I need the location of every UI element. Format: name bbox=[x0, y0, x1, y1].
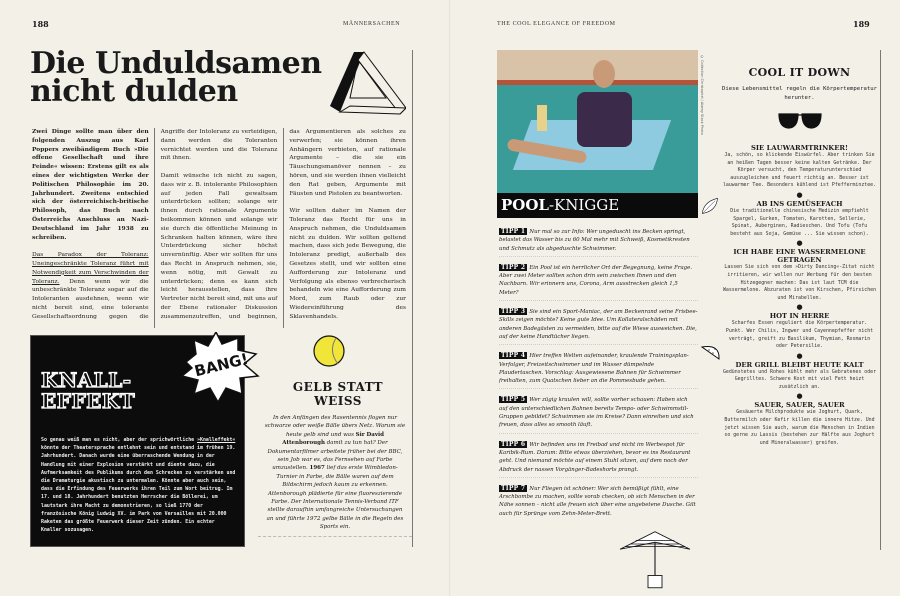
cool-title: COOL IT DOWN bbox=[748, 66, 851, 79]
penrose-triangle-icon bbox=[330, 50, 406, 116]
cool-section-title: ICH HABE EINE WASSERMELONE GETRAGEN bbox=[733, 248, 866, 265]
gelb-text bbox=[258, 414, 412, 532]
watermelon-icon bbox=[700, 344, 721, 364]
body-text: Wir sollten daher im Namen der Toleranz das Recht für uns in Anspruch nehmen, die Unduldsamen nicht zu dulden. Wir sollten geltend machen, dass sich jede Bewegung, die Intoleranz predigt, außerhalb des Gesetzes stellt, und wir sollten eine Aufforderung zur Intoleranz und Verfolgung als ebenso verbrecherisch behandeln wie eine Aufforderung zum Mord, zum Raub oder zur Wiedereinführung des Sklavenhandels. bbox=[289, 208, 406, 320]
title-line: EFFEKT bbox=[41, 389, 136, 413]
text: lief das erste Wimbledon-Turnier in Farbe, die Bälle waren auf dem Bildschirm jedoch kaum zu erkennen. Attenborough plädierte für eine fluoreszierende Farbe. Der Internationale Tennis-Verband ITF stellte daraufhin umfangreiche Untersuchungen an und führte 1972 gelbe Bälle in die Regeln des Sports ein. bbox=[266, 465, 404, 531]
cool-section-text: Lassen Sie sich von dem »Dirty Dancing«-Zitat nicht irritieren, wir wollen nur Werbung für den besten Hitzegegner machen: Das ist laut TCM die Wassermelone. Abzuraten ist von Kirschen, Pfirsichen und Mirabellen. bbox=[722, 264, 877, 301]
tipp-text: Wer zügig kraulen will, sollte vorher schauen: Haben sich auf den unterschiedlichen Bahnen bereits Tempo- oder Schwimmstil-Gruppen gebildet? Schwimmen sie im Kreise? Dann einreihen und sich freuen, dass alles so smooth läuft. bbox=[499, 397, 694, 429]
page-border-rule bbox=[412, 50, 413, 547]
cool-section-title: DER GRILL BLEIBT HEUTE KALT bbox=[735, 360, 864, 369]
gelb-title bbox=[268, 380, 408, 408]
pool-photo bbox=[497, 50, 698, 193]
tipp-text: Wir befinden uns im Freibad und nicht im Werbespot für Karibik-Rum. Darum: Bitte etwas überziehen, bevor es ins Restaurant geht. Und niemand möchte auf einem Stuhl sitzen, auf dem noch der Abdruck der nassen Vorgänger-Badeshorts prangt. bbox=[499, 441, 691, 473]
bang-bubble-icon bbox=[180, 332, 260, 404]
page-number-left: 188 bbox=[32, 19, 49, 29]
tipp-text: Hier treffen Welten aufeinander, kraulende Trainingsplan-Verfolger, Freizeitschwimmer und im Wasser dümpelnde Plaudertaschen. Vorschlag: Ausgewiesene Bahnen für Schwimmer freihalten, zum Quatschen lieber an die Pommesbude gehen. bbox=[499, 353, 689, 385]
pool-knigge-banner bbox=[497, 193, 698, 218]
knalleffekt-text bbox=[41, 436, 237, 534]
tipp-label: TIPP 2 bbox=[501, 263, 526, 271]
cool-section-text: Die traditionelle chinesische Medizin empfiehlt Spargel, Gurken, Tomaten, Karotten, Sellerie, Spinat, Auberginen, Radieschen. Und Tofu (Tofu besteht aus Soja, Gemüse ... Sie wissen schon). bbox=[730, 207, 869, 237]
text: In den Anfängen des Rasentennis flogen nur schwarze oder weiße Bälle übers Netz. Warum sie heute gelb sind und was bbox=[264, 415, 406, 438]
tipp-label: TIPP 5 bbox=[501, 396, 526, 404]
page-border-rule bbox=[880, 50, 881, 550]
tipp-label: TIPP 6 bbox=[501, 440, 526, 448]
knalleffekt-title bbox=[41, 370, 135, 412]
separator-dot: ● bbox=[796, 190, 803, 199]
title-line: nicht dulden bbox=[30, 74, 238, 109]
cool-section-text: Ja, schön, so klickende Eiswürfel. Aber trinken Sie an heißen Tagen besser keine kalten Getränke. Der Körper versucht, den Temperaturunterschied auszugleichen und feuert richtig an. Besser ist lauwarmer Tee. Besonders kühlend ist Pfefferminztee. bbox=[722, 152, 877, 189]
tipp-label: TIPP 4 bbox=[501, 352, 526, 360]
tipp-item bbox=[499, 485, 698, 521]
tipp-item bbox=[499, 441, 698, 478]
gelb-box bbox=[258, 414, 412, 537]
banner-text: POOL bbox=[501, 196, 549, 214]
cool-section-title: SIE LAUWARMTRINKER! bbox=[750, 144, 849, 152]
text: damit zu tun hat? Der Dokumentarfilmer arbeitete früher bei der BBC, sein Job war es, das Fernsehen auf Farbe umzustellen. bbox=[267, 440, 403, 472]
mint-leaf-icon bbox=[700, 196, 721, 217]
tipp-item bbox=[499, 308, 698, 345]
page-number-right: 189 bbox=[853, 19, 870, 29]
cool-sections bbox=[722, 144, 877, 447]
tennis-ball-icon bbox=[312, 334, 346, 368]
tipp-item bbox=[499, 352, 698, 389]
tipp-item bbox=[499, 264, 698, 301]
cool-section-text: Scharfes Essen reguliert die Körpertemperatur. Punkt. Wer Chilis, Ingwer und Cayennepfeffer nicht verträgt, greift zu Basilikum, Thymian, Rosmarin oder Petersilie. bbox=[725, 320, 874, 350]
separator-dot: ● bbox=[796, 392, 803, 401]
banner-text: -KNIGGE bbox=[548, 196, 620, 214]
tipp-label: TIPP 7 bbox=[501, 484, 526, 492]
page-gutter bbox=[449, 0, 451, 596]
photo-credit: © Collection Christophel / Alamy Stock Photo bbox=[700, 55, 704, 135]
cool-section-title: HOT IN HERRE bbox=[769, 312, 830, 321]
body-text: Denn wenn wir die unbeschränkte Toleranz sogar auf die Intoleranten ausdehnen, wenn wir nicht bereit sind, eine tolerante Gesellschaftsordnung gegen die Angriffe der Intoleranz zu verteidigen, dann werden die Toleranten vernichtet werden und die Toleranz mit ihnen. bbox=[32, 129, 278, 320]
separator-dot: ● bbox=[796, 351, 803, 360]
article-columns bbox=[32, 128, 406, 328]
tipp-item bbox=[499, 228, 698, 257]
cool-section-title: AB INS GEMÜSEFACH bbox=[756, 199, 843, 208]
title-line: Die Unduldsamen bbox=[30, 46, 322, 81]
tipp-text: Sie sind ein Sport-Maniac, der am Beckenrand seine Frisbee-Skills zeigen möchte? Keine gute Idee. Um Kollateralschäden mit anderen Badegästen zu vermeiden, bitte auf die Wiese ausweichen. Die, auf der keine Handtücher liegen. bbox=[499, 309, 698, 340]
article-title bbox=[30, 46, 322, 109]
title-line: GELB STATT bbox=[292, 380, 384, 394]
section-label-right: THE COOL ELEGANCE OF FREEDOM bbox=[497, 21, 616, 27]
bang-text: BANG! bbox=[192, 349, 251, 381]
sunglasses-icon bbox=[778, 112, 822, 130]
article-intro: Zwei Dinge sollte man über den folgenden Auszug aus Karl Poppers zweibändigem Buch »Die offene Gesellschaft und ihre Feinde« wissen: Erstens gilt es als eines der wichtigsten Werke der Politischen Philosophie im 20. Jahrhundert. Zweitens entschied sich der österreichisch-britische Philosoph, das Buch nach Österreichs Anschluss an Nazi-Deutschland im Jahr 1938 zu schreiben. bbox=[32, 128, 149, 241]
body-text: Damit wünsche ich nicht zu sagen, dass wir z. B. intolerante Philosophien auf jeden Fall gewaltsam unterdrücken sollten; solange wir ihnen durch rationale Argumente beikommen können und solange wir sie durch die öffentliche Meinung in Schranken halten können, wäre ihre Unterdrückung sicher höchst unvernünftig. Aber wir sollten für uns das Recht in Anspruch nehmen, sie, wenn nötig, mit Gewalt zu unterdrücken; denn es kann sich leicht herausstellen, dass ihre Vertreter nicht bereit sind, mit uns auf der Ebene rationaler Diskussion zusammenzutreffen, und beginnen, das Argumentieren als solches zu verwerfen; sie können ihren Anhängern verbieten, auf rationale Argumente – die sie ein Täuschungsmanöver nennen – zu hören, und sie werden ihnen vielleicht den Rat geben, Argumente mit Fäusten und Pistolen zu beantworten. bbox=[160, 129, 406, 320]
pull-quote: Das Paradox der Toleranz: Uneingeschränkte Toleranz führt mit Notwendigkeit zum Verschwinden der Toleranz. bbox=[32, 252, 149, 285]
tipp-text: Nur mal so zur Info: Wer ungeduscht ins Becken springt, belastet das Wasser bis zu 60 Mal mehr mit Schweiß, Kosmetikresten und Schmutz als abgeduschte Schwimmer. bbox=[499, 229, 690, 252]
text: Sir David Attenborough bbox=[282, 431, 384, 447]
tipp-text: Ein Pool ist ein herrlicher Ort der Begegnung, keine Frage. Aber zwei Meter sollten schon drin sein zwischen Ihnen und den Nachbarn. Wir erinnern uns, Corona, Arm ausstrecken gleich 1,5 Meter? bbox=[499, 264, 693, 296]
cool-it-down-column bbox=[722, 66, 877, 447]
section-label-left: MÄNNERSACHEN bbox=[343, 21, 401, 27]
cool-subtitle: Diese Lebensmittel regeln die Körpertemperatur herunter. bbox=[722, 86, 877, 101]
separator-dot: ● bbox=[796, 239, 803, 248]
tipps-list bbox=[499, 228, 698, 528]
text: könnte der Theatersprache entlehnt sein und entstand im frühen 19. Jahrhundert. Danach wurde eine überraschende Wendung in der Handlung mit einer Explosion verstärkt und diente dazu, die Aufmerksamkeit des Publikums durch den Schrecken zu verstärken und die Dramaturgie akustisch zu untermalen. Könnte aber auch sein, dass die Erfindung des Feuerwerks ihren Teil zum Wort beitrug. Im 17. und 18. Jahrhundert benutzten Herrscher die Böllerei, um lautstark ihre Macht zu demonstrieren, so ließ 1770 der französische König Ludwig XV. im Park von Versailles mit 20.000 Raketen das größte Feuerwerk dieser Zeit zünden. Ein echter Knaller sozusagen. bbox=[41, 445, 236, 534]
cool-section-text: Gedünstetes und Rohes kühlt mehr als Gebratenes oder Gegrilltes. Schwere Kost mit viel Fett heizt zusätzlich an. bbox=[722, 368, 877, 390]
title-line: WEISS bbox=[314, 394, 362, 408]
cool-section-title: SAUER, SAUER, SAUER bbox=[754, 401, 845, 410]
title-line: KNALL- bbox=[41, 368, 132, 392]
text: »Knalleffekt« bbox=[197, 437, 236, 443]
tipp-label: TIPP 3 bbox=[501, 308, 526, 316]
separator-dot: ● bbox=[796, 303, 803, 312]
beach-umbrella-icon bbox=[618, 530, 692, 593]
tipp-item bbox=[499, 396, 698, 433]
cool-section-text: Gesäuerte Milchprodukte wie Joghurt, Quark, Buttermilch oder Kefir killen die innere Hitze. Und jetzt wissen Sie auch, warum die Menschen in Indien so gerne zu Lassis (bestehen zur Hälfte aus Joghurt und Mineralwasser) greifen. bbox=[724, 409, 875, 446]
tipp-label: TIPP 1 bbox=[501, 228, 526, 235]
text: 1967 bbox=[309, 465, 325, 472]
tipp-text: Nur Fliegen ist schöner: Wer sich bemüßigt fühlt, eine Arschbombe zu machen, sollte vorab checken, ob sich Menschen in der Nähe sonnen – nicht alle freuen sich über eine ungebetene Dusche. Gilt auch für Sprünge vom Zehn-Meter-Brett. bbox=[499, 485, 696, 517]
text: So genau weiß man es nicht, aber der sprichwörtliche bbox=[41, 437, 198, 443]
